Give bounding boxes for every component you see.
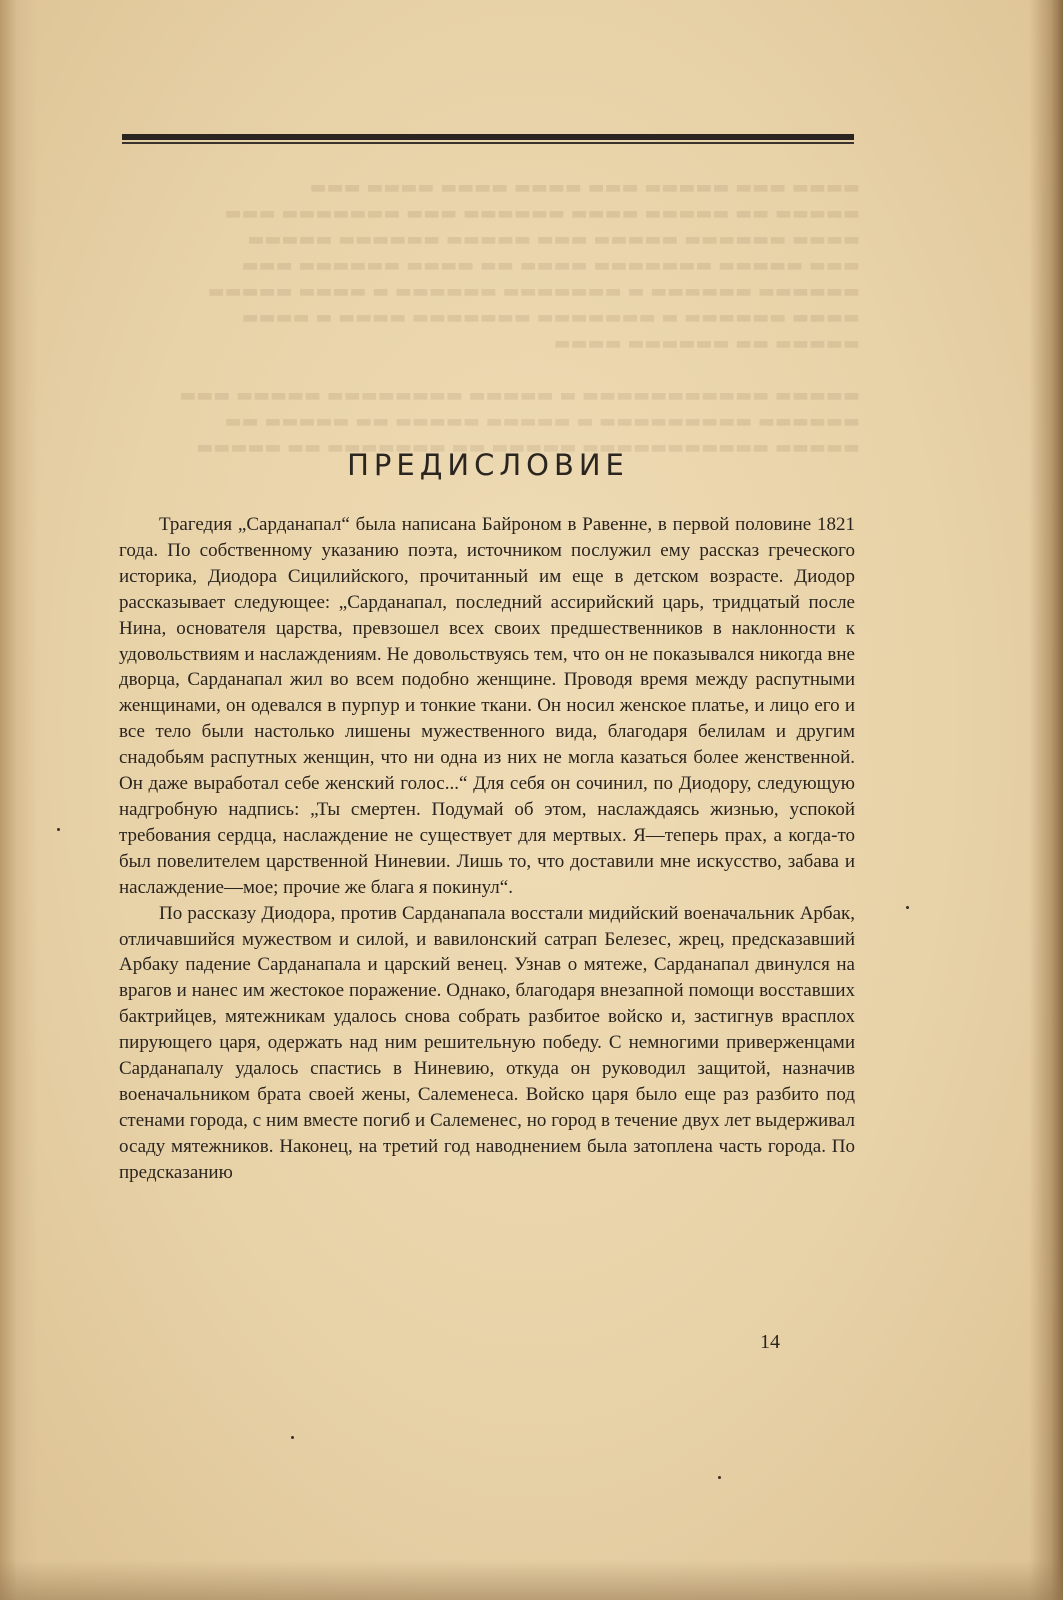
page-number: 14: [760, 1331, 780, 1353]
page-bottom-shadow: [0, 1560, 1063, 1600]
chapter-title: ПРЕДИСЛОВИЕ: [347, 448, 629, 482]
reverse-side-show-through: ▬▬▬▬ ▬▬▬ ▬▬▬▬▬ ▬▬▬ ▬▬▬▬ ▬▬▬▬ ▬▬▬▬ ▬▬▬ ▬▬▬▬▬ ▬▬ ▬▬▬▬▬ ▬▬▬▬ ▬▬▬▬▬▬ ▬▬▬ ▬▬▬▬▬▬▬ ▬▬▬ ▬▬▬▬ ▬▬▬▬▬▬ ▬▬▬▬▬ ▬▬▬ ▬▬▬▬▬ ▬▬▬▬▬▬ ▬▬▬▬▬ ▬▬▬ ▬▬▬▬▬ ▬▬▬▬▬▬▬ ▬▬▬▬ ▬▬ ▬▬▬▬ ▬▬▬▬▬▬ ▬▬▬ ▬▬▬▬▬▬ ▬▬▬▬▬▬ ▬ ▬▬▬▬▬▬▬ ▬▬▬▬▬▬ ▬ ▬▬▬▬ ▬▬▬▬▬ ▬▬▬▬ ▬▬▬▬▬▬ ▬ ▬▬▬▬▬▬▬ ▬▬▬▬▬▬▬ ▬▬▬▬ ▬ ▬▬▬▬ ▬▬▬▬▬ ▬▬ ▬▬▬▬▬▬ ▬▬▬▬ ▬▬▬▬▬ ▬▬▬▬▬▬▬▬▬▬▬ ▬ ▬▬▬▬▬ ▬▬▬▬▬▬▬▬ ▬▬▬▬▬ ▬▬▬ ▬▬▬▬▬▬ ▬▬▬▬▬▬▬▬▬ ▬ ▬▬▬▬▬ ▬▬▬▬▬ ▬▬ ▬▬▬▬▬ ▬▬ ▬▬▬▬▬ ▬▬▬▬▬▬▬▬▬▬▬ ▬▬▬▬▬ ▬▬ ▬▬▬▬▬▬▬ ▬▬ ▬▬▬▬▬: [179, 177, 860, 458]
body-text: [119, 512, 855, 1186]
paper-speck: [906, 906, 909, 909]
page-gutter-shadow: [0, 0, 38, 1600]
paper-speck: [57, 828, 60, 831]
page-edge-shadow: [1029, 0, 1063, 1600]
paragraph-1: Трагедия „Сарданапал“ была написана Байроном в Равенне, в первой половине 1821 года. По собственному указанию поэта, источником послужил ему рассказ греческого историка, Диодора Сицилийского, прочитанный им еще в детском возрасте. Диодор рассказывает следующее: „Сарданапал, последний ассирийский царь, тридцатый после Нина, основателя царства, превзошел всех своих предшественников в наклонности к удовольствиям и наслаждениям. Не довольствуясь тем, что он не показывался никогда вне дворца, Сарданапал жил во всем подобно женщине. Проводя время между распутными женщинами, он одевался в пурпур и тонкие ткани. Он носил женское платье, и лицо его и все тело были настолько лишены мужественного вида, благодаря белилам и другим снадобьям распутных женщин, что ни одна из них не могла казаться более женственной. Он даже выработал себе женский голос...“ Для себя он сочинил, по Диодору, следующую надгробную надпись: „Ты смертен. Подумай об этом, наслаждаясь жизнью, успокой требования сердца, наслаждение не существует для мертвых. Я—теперь прах, а когда-то был повелителем царственной Ниневии. Лишь то, что доставили мне искусство, забава и наслаждение—мое; прочие же блага я покинул“.: [119, 514, 855, 898]
paper-speck: [718, 1476, 721, 1479]
paragraph-2: По рассказу Диодора, против Сарданапала восстали мидийский военачальник Арбак, отличавшийся мужеством и силой, и вавилонский сатрап Белезес, жрец, предсказавший Арбаку падение Сарданапала и царский венец. Узнав о мятеже, Сарданапал двинулся на врагов и нанес им жестокое поражение. Однако, благодаря внезапной помощи восставших бактрийцев, мятежникам удалось снова собрать разбитое войско и, застигнув врасплох пирующего царя, одержать над ним решительную победу. С немногими приверженцами Сарданапалу удалось спастись в Ниневию, откуда он руководил защитой, назначив военачальником брата своей жены, Салеменеса. Войско царя было еще раз разбито под стенами города, с ним вместе погиб и Салеменес, но город в течение двух лет выдерживал осаду мятежников. Наконец, на третий год наводнением была затоплена часть города. По предсказанию: [119, 902, 855, 1183]
paper-speck: [291, 1436, 294, 1439]
header-double-rule: [122, 134, 854, 144]
